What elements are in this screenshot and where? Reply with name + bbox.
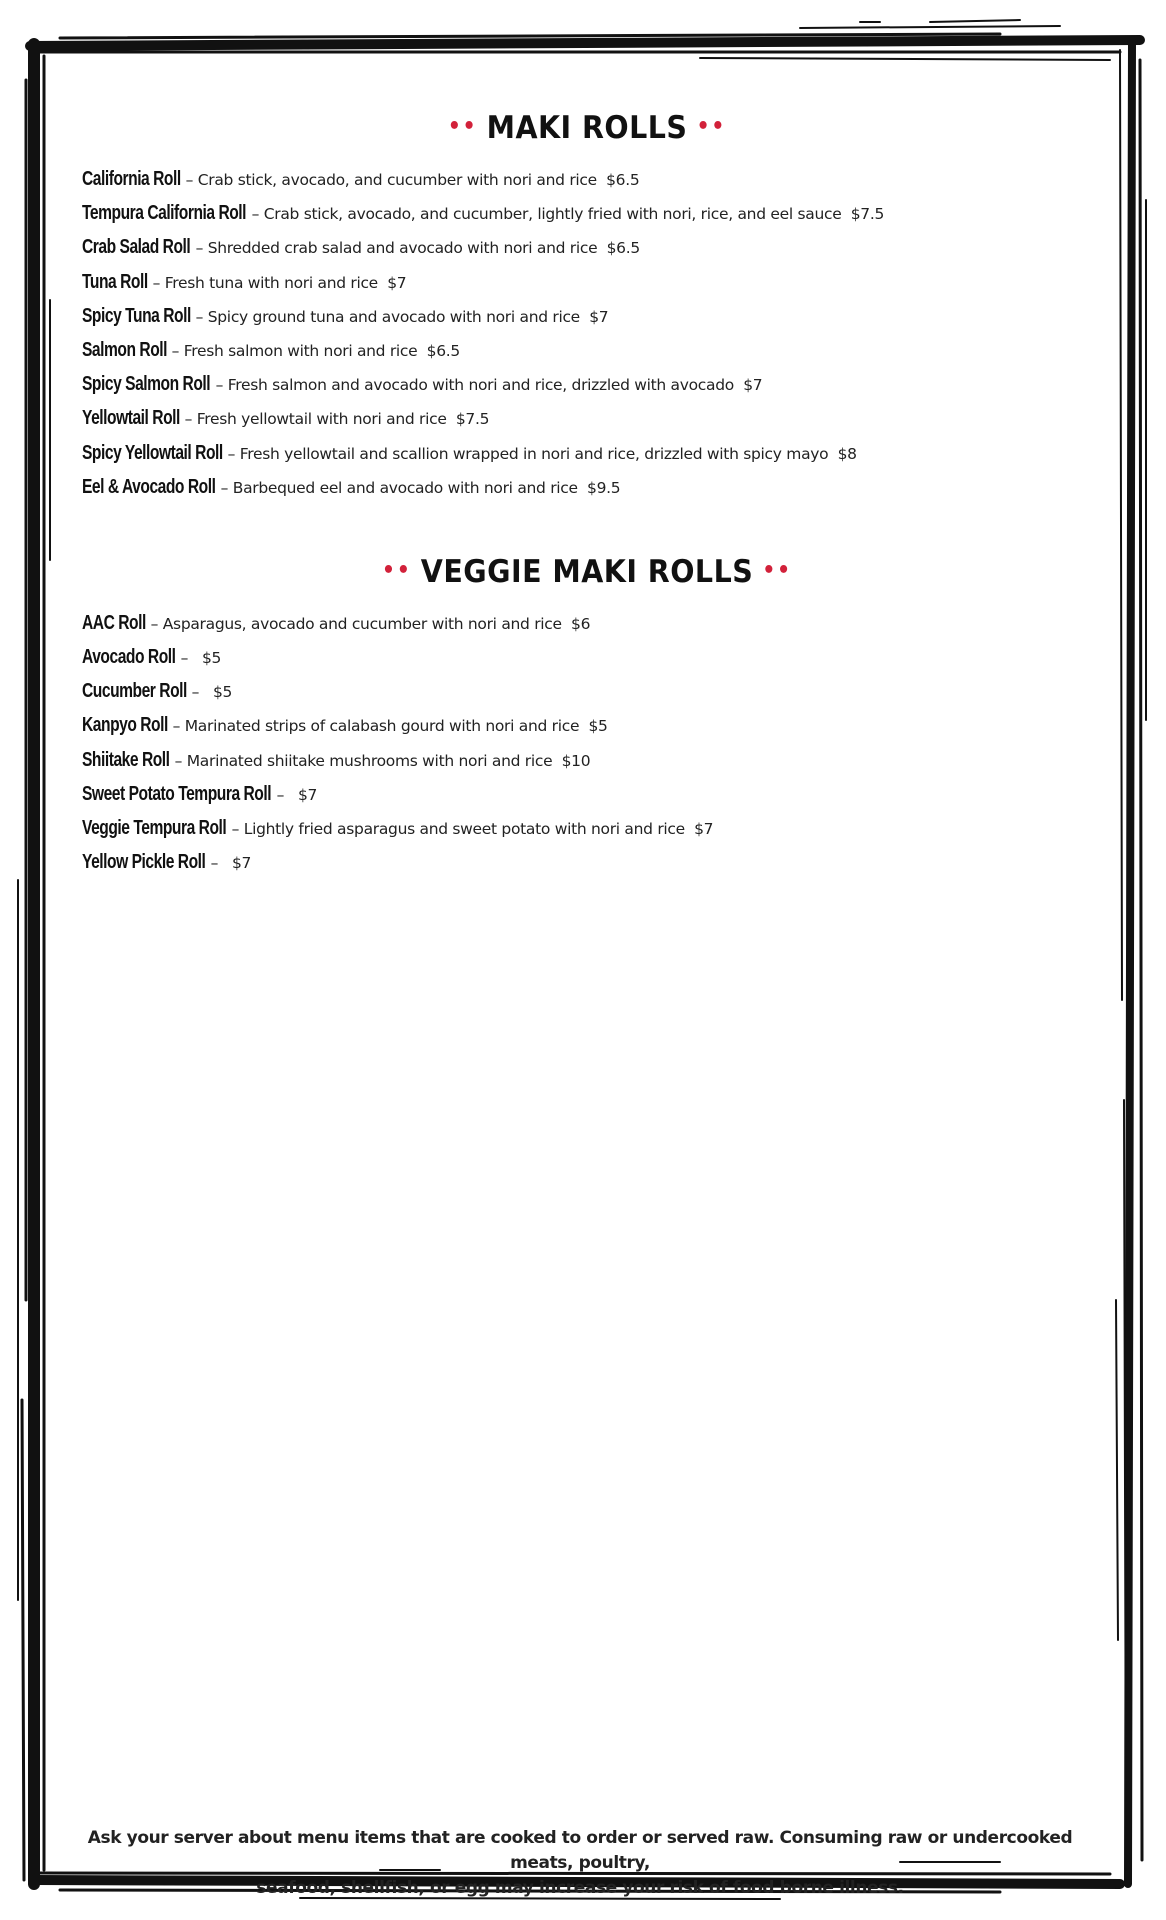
menu-item bbox=[82, 299, 1092, 333]
item-description: Asparagus, avocado and cucumber with nori and rice bbox=[162, 614, 562, 633]
item-name: Cucumber Roll bbox=[82, 680, 187, 703]
item-price: $6 bbox=[571, 614, 591, 633]
item-price: $5 bbox=[202, 649, 222, 668]
menu-item bbox=[82, 436, 1092, 470]
decorative-dots-icon: •• bbox=[382, 557, 412, 583]
item-separator: – bbox=[195, 307, 204, 326]
item-price: $6.5 bbox=[606, 171, 640, 189]
disclaimer-line-1: Ask your server about menu items that are cooked to order or served raw. Consuming raw or undercooked meats, poultry, bbox=[87, 1828, 1073, 1873]
menu-item bbox=[82, 401, 1092, 435]
item-name: Sweet Potato Tempura Roll bbox=[82, 782, 272, 805]
item-price: $7.5 bbox=[455, 410, 490, 429]
item-name: Tuna Roll bbox=[82, 270, 148, 293]
item-name: Yellow Pickle Roll bbox=[82, 851, 206, 874]
item-description: Marinated shiitake mushrooms with nori and rice bbox=[186, 751, 553, 770]
menu-list-veggie bbox=[82, 606, 1092, 880]
item-separator: – bbox=[172, 717, 181, 736]
item-price: $10 bbox=[561, 751, 591, 770]
menu-item bbox=[82, 230, 1092, 264]
item-description: Fresh tuna with nori and rice bbox=[164, 273, 378, 292]
maki-rolls-section bbox=[82, 110, 1092, 504]
item-name: Avocado Roll bbox=[82, 646, 176, 669]
item-name: Spicy Salmon Roll bbox=[82, 373, 211, 396]
item-description: Crab stick, avocado, and cucumber, lightly fried with nori, rice, and eel sauce bbox=[263, 205, 842, 224]
menu-item bbox=[82, 777, 1092, 811]
section-title-text: VEGGIE MAKI ROLLS bbox=[420, 553, 754, 590]
item-description: Marinated strips of calabash gourd with nori and rice bbox=[184, 717, 580, 736]
item-separator: – bbox=[220, 478, 229, 497]
item-price: $5 bbox=[588, 717, 608, 736]
menu-list-maki bbox=[82, 162, 1092, 504]
item-separator: – bbox=[227, 444, 236, 463]
menu-item bbox=[82, 743, 1092, 777]
item-price: $7 bbox=[743, 376, 763, 395]
item-name: Spicy Yellowtail Roll bbox=[82, 441, 223, 464]
section-title-text: MAKI ROLLS bbox=[486, 110, 688, 146]
section-title-maki-rolls bbox=[122, 110, 1051, 146]
item-price: $7 bbox=[694, 820, 714, 838]
item-price: $8 bbox=[837, 444, 857, 463]
item-separator: – bbox=[276, 785, 285, 804]
veggie-maki-rolls-section bbox=[82, 554, 1092, 880]
item-separator: – bbox=[195, 239, 204, 258]
item-description: Shredded crab salad and avocado with nori and rice bbox=[207, 239, 598, 258]
item-price: $7.5 bbox=[850, 205, 885, 224]
menu-item bbox=[82, 845, 1092, 879]
decorative-dots-icon: •• bbox=[696, 114, 727, 139]
item-price: $7 bbox=[589, 307, 609, 326]
menu-item bbox=[82, 196, 1092, 230]
item-separator: – bbox=[150, 614, 159, 633]
item-name: Salmon Roll bbox=[82, 338, 167, 361]
item-name: Shiitake Roll bbox=[82, 748, 170, 771]
item-description: Lightly fried asparagus and sweet potato with nori and rice bbox=[243, 820, 685, 838]
item-name: Veggie Tempura Roll bbox=[82, 817, 227, 839]
menu-item bbox=[82, 265, 1092, 299]
item-name: Spicy Tuna Roll bbox=[82, 304, 191, 327]
menu-item bbox=[82, 367, 1092, 401]
disclaimer-line-2: seafood, shellfish, or egg may increase your risk of food borne illness. bbox=[256, 1878, 904, 1898]
section-spacer bbox=[82, 504, 1092, 554]
item-price: $5 bbox=[213, 683, 233, 702]
item-name: Eel & Avocado Roll bbox=[82, 475, 216, 498]
item-price: $9.5 bbox=[587, 478, 621, 497]
item-separator: – bbox=[184, 410, 193, 429]
item-price: $7 bbox=[232, 854, 252, 873]
decorative-dots-icon: •• bbox=[447, 114, 478, 139]
item-description: Crab stick, avocado, and cucumber with nori and rice bbox=[197, 171, 597, 189]
item-price: $7 bbox=[387, 273, 407, 292]
item-separator: – bbox=[185, 171, 194, 189]
item-description: Fresh salmon with nori and rice bbox=[183, 341, 418, 360]
item-description: Fresh salmon and avocado with nori and rice, drizzled with avocado bbox=[227, 376, 734, 395]
item-name: AAC Roll bbox=[82, 611, 146, 634]
item-separator: – bbox=[180, 649, 189, 668]
menu-item bbox=[82, 674, 1092, 708]
menu-item bbox=[82, 162, 1092, 196]
item-description: Barbequed eel and avocado with nori and rice bbox=[232, 478, 578, 497]
menu-item bbox=[82, 606, 1092, 640]
item-separator: – bbox=[171, 341, 180, 360]
item-price: $6.5 bbox=[426, 341, 460, 360]
menu-content bbox=[82, 110, 1092, 879]
item-description: Fresh yellowtail and scallion wrapped in nori and rice, drizzled with spicy mayo bbox=[239, 444, 829, 463]
item-description: Fresh yellowtail with nori and rice bbox=[196, 410, 447, 429]
item-separator: – bbox=[251, 205, 260, 224]
menu-item bbox=[82, 708, 1092, 742]
item-separator: – bbox=[191, 683, 200, 702]
item-separator: – bbox=[152, 273, 161, 292]
menu-item bbox=[82, 640, 1092, 674]
item-name: Tempura California Roll bbox=[82, 202, 247, 225]
food-safety-disclaimer bbox=[80, 1826, 1080, 1901]
menu-item bbox=[82, 470, 1092, 504]
item-price: $6.5 bbox=[606, 239, 640, 258]
item-name: Crab Salad Roll bbox=[82, 236, 191, 259]
decorative-dots-icon: •• bbox=[762, 557, 792, 583]
item-separator: – bbox=[174, 751, 183, 770]
item-separator: – bbox=[210, 854, 219, 873]
item-separator: – bbox=[231, 820, 240, 838]
item-name: Yellowtail Roll bbox=[82, 407, 180, 430]
item-name: California Roll bbox=[82, 168, 181, 190]
menu-item bbox=[82, 811, 1092, 845]
item-separator: – bbox=[215, 376, 224, 395]
item-description: Spicy ground tuna and avocado with nori and rice bbox=[207, 307, 580, 326]
section-title-veggie-maki-rolls bbox=[122, 554, 1051, 590]
item-name: Kanpyo Roll bbox=[82, 714, 168, 737]
item-price: $7 bbox=[298, 785, 318, 804]
menu-item bbox=[82, 333, 1092, 367]
